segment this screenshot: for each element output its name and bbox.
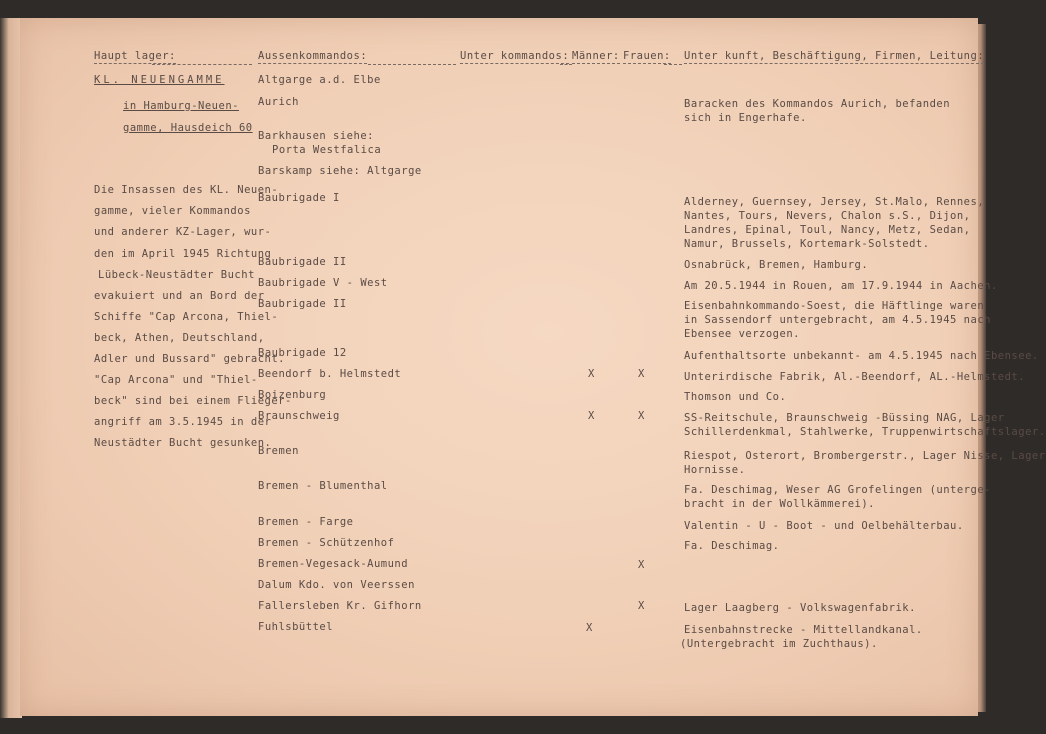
- header-unterkommandos: Unter kommandos:: [460, 50, 570, 62]
- detail-line: Baracken des Kommandos Aurich, befanden: [684, 98, 951, 110]
- detail-line: Unterirdische Fabrik, Al.-Beendorf, AL.-Helmstedt.: [684, 371, 1026, 383]
- detail-line: sich in Engerhafe.: [684, 112, 807, 124]
- evacuation-text-line: und anderer KZ-Lager, wur-: [94, 226, 272, 238]
- detail-line: Namur, Brussels, Kortemark-Solstedt.: [684, 238, 930, 250]
- detail-line: bracht in der Wollkämmerei).: [684, 498, 876, 510]
- kommando-entry: Bremen - Blumenthal: [258, 480, 388, 492]
- detail-line: Am 20.5.1944 in Rouen, am 17.9.1944 in Aachen.: [684, 280, 998, 292]
- kommando-entry: Dalum Kdo. von Veerssen: [258, 579, 415, 591]
- detail-line: Fa. Deschimag.: [684, 540, 780, 552]
- kommando-entry: Barkhausen siehe:: [258, 130, 374, 142]
- evacuation-text-line: evakuiert und an Bord der: [94, 290, 265, 302]
- header-dash: [560, 64, 572, 65]
- detail-line: Osnabrück, Bremen, Hamburg.: [684, 259, 869, 271]
- kommando-entry: Porta Westfalica: [272, 144, 382, 156]
- header-hauptlager: Haupt lager:: [94, 50, 176, 62]
- detail-line: Hornisse.: [684, 464, 746, 476]
- kommando-entry: Baubrigade II: [258, 256, 347, 268]
- header-aussenkommandos: Aussenkommandos:: [258, 50, 368, 62]
- header-dash: [664, 64, 682, 65]
- page-stack-left: [0, 18, 22, 718]
- kommando-entry: Baubrigade I: [258, 192, 340, 204]
- camp-title: KL. NEUENGAMME: [94, 74, 225, 86]
- frauen-mark: X: [638, 410, 645, 422]
- header-frauen: Frauen:: [623, 50, 671, 62]
- evacuation-text-line: Lübeck-Neustädter Bucht: [98, 269, 255, 281]
- detail-line: Eisenbahnstrecke - Mittellandkanal.: [684, 624, 923, 636]
- evacuation-text-line: Schiffe "Cap Arcona, Thiel-: [94, 311, 279, 323]
- camp-location-1: in Hamburg-Neuen-: [123, 100, 239, 112]
- document-page: [20, 18, 1046, 716]
- detail-line: Eisenbahnkommando-Soest, die Häftlinge waren: [684, 300, 985, 312]
- kommando-entry: Aurich: [258, 96, 299, 108]
- evacuation-text-line: Die Insassen des KL. Neuen-: [94, 184, 279, 196]
- evacuation-text-line: gamme, vieler Kommandos: [94, 205, 251, 217]
- kommando-entry: Altgarge a.d. Elbe: [258, 74, 381, 86]
- kommando-entry: Fuhlsbüttel: [258, 621, 334, 633]
- kommando-entry: Braunschweig: [258, 410, 340, 422]
- evacuation-text-line: "Cap Arcona" und "Thiel-: [94, 374, 258, 386]
- frauen-mark: X: [638, 559, 645, 571]
- detail-line: Riespot, Osterort, Brombergerstr., Lager Nisse, Lager: [684, 450, 1046, 462]
- detail-line: Alderney, Guernsey, Jersey, St.Malo, Rennes,: [684, 196, 985, 208]
- kommando-entry: Bremen-Vegesack-Aumund: [258, 558, 409, 570]
- camp-location-2: gamme, Hausdeich 60: [123, 122, 253, 134]
- frauen-mark: X: [638, 368, 645, 380]
- detail-line: Schillerdenkmal, Stahlwerke, Truppenwirtschaftslager.: [684, 426, 1046, 438]
- evacuation-text-line: beck" sind bei einem Flieger-: [94, 395, 292, 407]
- detail-line: Nantes, Tours, Nevers, Chalon s.S., Dijon,: [684, 210, 971, 222]
- detail-line: Landres, Epinal, Toul, Nancy, Metz, Sedan,: [684, 224, 971, 236]
- detail-line: in Sassendorf untergebracht, am 4.5.1945 nach: [684, 314, 991, 326]
- kommando-entry: Baubrigade V - West: [258, 277, 388, 289]
- detail-line: SS-Reitschule, Braunschweig -Büssing NAG, Lager: [684, 412, 1005, 424]
- header-maenner: Männer:: [572, 50, 620, 62]
- detail-line: Thomson und Co.: [684, 391, 787, 403]
- header-dash: [152, 64, 252, 65]
- evacuation-text-line: den im April 1945 Richtung: [94, 248, 272, 260]
- detail-line: Ebensee verzogen.: [684, 328, 800, 340]
- maenner-mark: X: [586, 622, 593, 634]
- header-dash: [368, 64, 456, 65]
- detail-line: (Untergebracht im Zuchthaus).: [680, 638, 878, 650]
- kommando-entry: Bremen - Schützenhof: [258, 537, 395, 549]
- kommando-entry: Baubrigade 12: [258, 347, 347, 359]
- detail-line: Valentin - U - Boot - und Oelbehälterbau.: [684, 520, 964, 532]
- kommando-entry: Baubrigade II: [258, 298, 347, 310]
- detail-line: Aufenthaltsorte unbekannt- am 4.5.1945 nach Ebensee.: [684, 350, 1039, 362]
- kommando-entry: Barskamp siehe: Altgarge: [258, 165, 422, 177]
- evacuation-text-line: Adler und Bussard" gebracht.: [94, 353, 286, 365]
- frauen-mark: X: [638, 600, 645, 612]
- evacuation-text-line: angriff am 3.5.1945 in der: [94, 416, 272, 428]
- evacuation-text-line: beck, Athen, Deutschland,: [94, 332, 265, 344]
- kommando-entry: Bremen: [258, 445, 299, 457]
- kommando-entry: Boizenburg: [258, 389, 327, 401]
- detail-line: Lager Laagberg - Volkswagenfabrik.: [684, 602, 916, 614]
- kommando-entry: Fallersleben Kr. Gifhorn: [258, 600, 422, 612]
- kommando-entry: Bremen - Farge: [258, 516, 354, 528]
- maenner-mark: X: [588, 410, 595, 422]
- kommando-entry: Beendorf b. Helmstedt: [258, 368, 402, 380]
- detail-line: Fa. Deschimag, Weser AG Grofelingen (unterge-: [684, 484, 991, 496]
- header-unterkunft: Unter kunft, Beschäftigung, Firmen, Leitung:: [684, 50, 985, 62]
- maenner-mark: X: [588, 368, 595, 380]
- evacuation-text-line: Neustädter Bucht gesunken.: [94, 437, 272, 449]
